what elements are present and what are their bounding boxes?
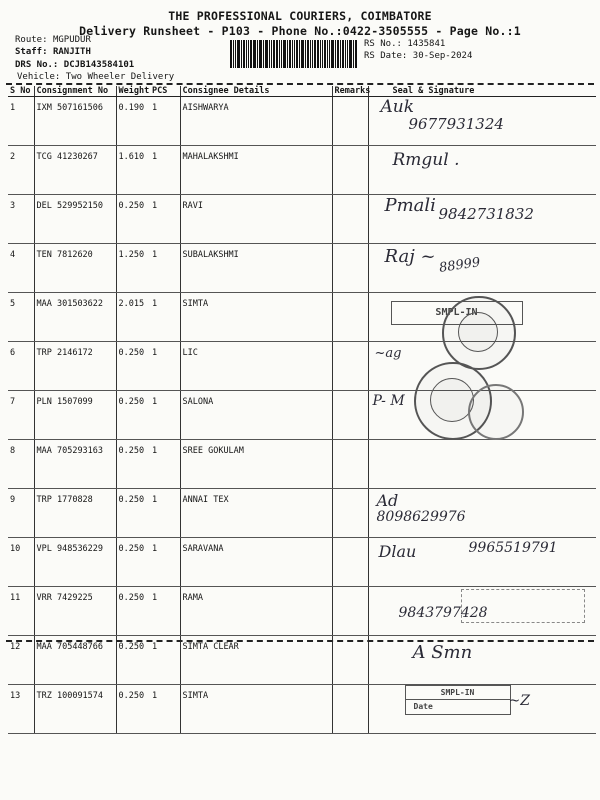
row-pcs: 1	[150, 685, 180, 734]
barcode-bar	[265, 40, 268, 68]
barcode-bar	[301, 40, 304, 68]
row-sno: 13	[8, 685, 34, 734]
rs-date-label: RS Date:	[364, 51, 408, 61]
rs-no-value: 1435841	[407, 39, 446, 49]
barcode-bar	[246, 40, 247, 68]
row-sno: 9	[8, 489, 34, 538]
row-consignment: IXM 507161506	[34, 97, 116, 146]
row-remarks	[332, 636, 368, 685]
row-consignment: TRZ 100091574	[34, 685, 116, 734]
row-weight: 0.250	[116, 195, 150, 244]
barcode-bar	[322, 40, 323, 68]
row-consignment: MAA 705293163	[34, 440, 116, 489]
row-weight: 0.250	[116, 636, 150, 685]
rs-no-label: RS No.:	[364, 39, 402, 49]
company-stamp: SMPL-IN	[391, 301, 523, 325]
row-sno: 2	[8, 146, 34, 195]
table-row	[8, 538, 596, 587]
route-label: Route:	[15, 35, 48, 45]
row-weight: 0.250	[116, 489, 150, 538]
barcode-bar	[241, 40, 242, 68]
row-remarks	[332, 538, 368, 587]
row-weight: 0.250	[116, 440, 150, 489]
signature-scribble: ~ag	[374, 346, 402, 361]
staff-value: RANJITH	[52, 47, 91, 57]
handwritten-phone: 8098629976	[376, 509, 466, 525]
col-weight: Weight	[116, 86, 150, 97]
row-weight: 0.250	[116, 391, 150, 440]
col-pcs: PCS	[150, 86, 180, 97]
row-consignee: ANNAI TEX	[180, 489, 332, 538]
row-pcs: 1	[150, 636, 180, 685]
row-signature	[368, 587, 596, 636]
barcode-bar	[273, 40, 275, 68]
barcode-bar	[296, 40, 298, 68]
rs-no-line	[364, 39, 445, 49]
row-consignment: TRP 2146172	[34, 342, 116, 391]
barcode-bar	[276, 40, 278, 68]
row-weight: 1.610	[116, 146, 150, 195]
table-row	[8, 146, 596, 195]
barcode	[230, 40, 358, 68]
handwritten-phone: 9677931324	[408, 115, 504, 133]
row-signature	[368, 538, 596, 587]
barcode-bar	[281, 40, 282, 68]
row-consignment: MAA 705448766	[34, 636, 116, 685]
row-remarks	[332, 195, 368, 244]
row-weight: 2.015	[116, 293, 150, 342]
row-weight: 1.250	[116, 244, 150, 293]
signature-scribble: ~Z	[508, 693, 530, 709]
row-remarks	[332, 391, 368, 440]
row-consignment: MAA 301503622	[34, 293, 116, 342]
signature-scribble: Ad	[376, 491, 399, 510]
row-sno: 11	[8, 587, 34, 636]
row-signature	[368, 244, 596, 293]
col-consignee: Consignee Details	[180, 86, 332, 97]
barcode-bar	[269, 40, 270, 68]
barcode-bar	[283, 40, 286, 68]
col-sno: S No	[8, 86, 34, 97]
row-consignee: MAHALAKSHMI	[180, 146, 332, 195]
barcode-bar	[248, 40, 249, 68]
barcode-bar	[257, 40, 258, 68]
row-remarks	[332, 440, 368, 489]
barcode-bar	[305, 40, 306, 68]
row-pcs: 1	[150, 97, 180, 146]
row-remarks	[332, 587, 368, 636]
row-consignment: DEL 529952150	[34, 195, 116, 244]
row-remarks	[332, 293, 368, 342]
table-row	[8, 244, 596, 293]
barcode-bar	[347, 40, 348, 68]
signature-scribble: P- M	[372, 393, 405, 409]
barcode-bar	[235, 40, 236, 68]
staff-line	[15, 47, 91, 57]
vehicle-label: Vehicle:	[17, 72, 61, 82]
handwritten-number: 88999	[437, 255, 481, 276]
signature-scribble: Auk	[380, 97, 415, 117]
row-pcs: 1	[150, 146, 180, 195]
row-consignee: SIMTA	[180, 293, 332, 342]
row-sno: 6	[8, 342, 34, 391]
row-pcs: 1	[150, 195, 180, 244]
barcode-bar	[312, 40, 313, 68]
barcode-bar	[292, 40, 293, 68]
row-pcs: 1	[150, 440, 180, 489]
barcode-bar	[314, 40, 316, 68]
barcode-bar	[230, 40, 232, 68]
runsheet-title: Delivery Runsheet - P103 - Phone No.:0422-3505555 - Page No.:1	[79, 24, 521, 38]
row-weight: 0.250	[116, 538, 150, 587]
table-row	[8, 440, 596, 489]
row-sno: 3	[8, 195, 34, 244]
row-consignee: SREE GOKULAM	[180, 440, 332, 489]
row-signature	[368, 146, 596, 195]
row-pcs: 1	[150, 587, 180, 636]
drs-label: DRS No.:	[15, 60, 59, 70]
barcode-bar	[279, 40, 280, 68]
row-consignee: RAMA	[180, 587, 332, 636]
row-remarks	[332, 342, 368, 391]
barcode-bar	[250, 40, 252, 68]
barcode-bar	[310, 40, 311, 68]
row-pcs: 1	[150, 391, 180, 440]
col-consignment: Consignment No	[34, 86, 116, 97]
row-consignment: TEN 7812620	[34, 244, 116, 293]
stamp-name: SMPL-IN	[406, 686, 510, 700]
barcode-bar	[253, 40, 256, 68]
handwritten-phone: 9842731832	[438, 205, 534, 223]
row-sno: 12	[8, 636, 34, 685]
barcode-bar	[340, 40, 341, 68]
round-seal-inner	[458, 312, 498, 352]
vehicle-line	[17, 72, 174, 82]
row-pcs: 1	[150, 538, 180, 587]
row-weight: 0.190	[116, 97, 150, 146]
row-consignee: SIMTA	[180, 685, 332, 734]
row-signature	[368, 195, 596, 244]
row-consignee: RAVI	[180, 195, 332, 244]
route-line	[15, 35, 91, 45]
table-row	[8, 587, 596, 636]
table-header-row	[8, 86, 596, 97]
row-consignment: TRP 1770828	[34, 489, 116, 538]
signature-scribble: Dlau	[378, 542, 417, 561]
row-sno: 8	[8, 440, 34, 489]
row-sno: 1	[8, 97, 34, 146]
row-consignee: LIC	[180, 342, 332, 391]
barcode-bar	[349, 40, 352, 68]
barcode-bar	[355, 40, 357, 68]
row-remarks	[332, 685, 368, 734]
handwritten-phone: 9843797428	[398, 605, 488, 621]
barcode-bar	[289, 40, 291, 68]
barcode-bar	[335, 40, 336, 68]
row-signature	[368, 489, 596, 538]
rs-date-value: 30-Sep-2024	[412, 51, 473, 61]
table-row	[8, 489, 596, 538]
row-sno: 5	[8, 293, 34, 342]
signature-scribble: Rmgul .	[392, 150, 460, 170]
row-pcs: 1	[150, 342, 180, 391]
row-remarks	[332, 146, 368, 195]
round-seal	[468, 384, 524, 440]
row-signature	[368, 636, 596, 685]
barcode-bar	[353, 40, 354, 68]
barcode-bar	[337, 40, 339, 68]
barcode-bar	[331, 40, 334, 68]
barcode-bar	[324, 40, 326, 68]
drs-value: DCJB143584101	[63, 60, 135, 70]
rs-date-line	[364, 51, 472, 61]
row-pcs: 1	[150, 293, 180, 342]
barcode-bar	[299, 40, 300, 68]
barcode-bar	[233, 40, 234, 68]
barcode-bar	[317, 40, 320, 68]
barcode-bar	[237, 40, 240, 68]
stamp-date: Date	[413, 702, 433, 711]
barcode-bar	[320, 40, 321, 68]
row-pcs: 1	[150, 489, 180, 538]
row-consignment: PLN 1507099	[34, 391, 116, 440]
route-value: MGPUDUR	[52, 35, 91, 45]
signature-scribble: A Smn	[412, 642, 473, 663]
row-remarks	[332, 489, 368, 538]
row-signature	[368, 97, 596, 146]
barcode-bar	[263, 40, 264, 68]
col-remarks: Remarks	[332, 86, 368, 97]
barcode-bar	[271, 40, 272, 68]
table-row	[8, 636, 596, 685]
staff-label: Staff:	[15, 47, 48, 57]
barcode-bar	[345, 40, 346, 68]
barcode-bar	[294, 40, 295, 68]
row-pcs: 1	[150, 244, 180, 293]
row-consignee: SUBALAKSHMI	[180, 244, 332, 293]
drs-line	[15, 60, 134, 70]
row-consignment: VPL 948536229	[34, 538, 116, 587]
col-seal: Seal & Signature	[368, 86, 596, 97]
barcode-bar	[307, 40, 309, 68]
footer-divider	[6, 640, 594, 642]
company-stamp	[405, 685, 511, 715]
table-row	[8, 195, 596, 244]
row-consignment: VRR 7429225	[34, 587, 116, 636]
row-sno: 7	[8, 391, 34, 440]
signature-scribble: Pmali	[384, 195, 436, 216]
table-row	[8, 685, 596, 734]
barcode-bar	[327, 40, 328, 68]
row-consignee: SIMTA CLEAR	[180, 636, 332, 685]
barcode-bar	[329, 40, 330, 68]
barcode-bar	[243, 40, 245, 68]
row-signature	[368, 685, 596, 734]
barcode-bar	[260, 40, 262, 68]
row-weight: 0.250	[116, 342, 150, 391]
row-signature	[368, 440, 596, 489]
vehicle-value: Two Wheeler Delivery	[65, 72, 175, 82]
row-consignee: SALONA	[180, 391, 332, 440]
row-sno: 4	[8, 244, 34, 293]
row-remarks	[332, 244, 368, 293]
row-weight: 0.250	[116, 685, 150, 734]
row-consignee: SARAVANA	[180, 538, 332, 587]
barcode-bar	[287, 40, 288, 68]
row-consignment: TCG 41230267	[34, 146, 116, 195]
row-weight: 0.250	[116, 587, 150, 636]
row-remarks	[332, 97, 368, 146]
row-consignee: AISHWARYA	[180, 97, 332, 146]
header-divider	[6, 83, 594, 85]
barcode-bar	[259, 40, 260, 68]
barcode-bar	[342, 40, 344, 68]
row-sno: 10	[8, 538, 34, 587]
handwritten-phone: 9965519791	[468, 540, 558, 556]
company-name: THE PROFESSIONAL COURIERS, COIMBATORE	[168, 9, 432, 23]
signature-scribble: Raj ~	[384, 246, 436, 267]
table-row	[8, 97, 596, 146]
